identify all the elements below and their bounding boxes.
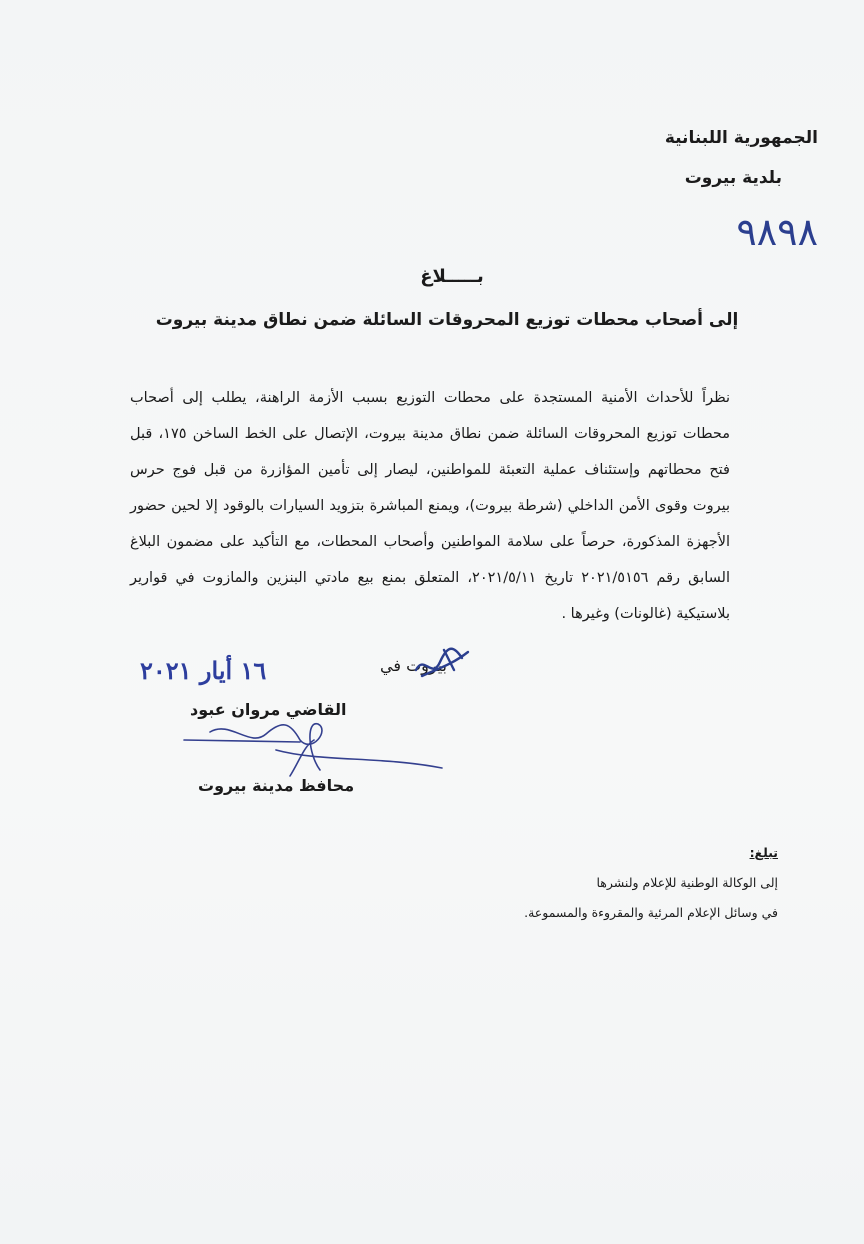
distribution-heading: تبلغ: <box>749 845 778 860</box>
republic-name: الجمهورية اللبنانية <box>664 128 818 148</box>
distribution-line: إلى الوكالة الوطنية للإعلام ولنشرها <box>596 875 778 890</box>
signer-title: محافظ مدينة بيروت <box>198 776 355 795</box>
distribution-list <box>458 842 778 932</box>
municipality-name: بلدية بيروت <box>684 168 782 188</box>
announcement-title: بـــــلاغ <box>420 266 484 287</box>
signer-name: القاضي مروان عبود <box>190 700 347 719</box>
letterhead <box>518 118 818 198</box>
announcement-body: نظراً للأحداث الأمنية المستجدة على محطات التوزيع بسبب الأزمة الراهنة، يطلب إلى أصحاب محطات توزيع المحروقات السائلة ضمن نطاق مدينة بيروت، الإتصال على الخط الساخن ١٧٥، قبل فتح محطاتهم وإستئناف عملية التعبئة للمواطنين، ليصار إلى تأمين المؤازرة من قبل فوج حرس بيروت وقوى الأمن الداخلي (شرطة بيروت)، ويمنع المباشرة بتزويد السيارات بالوقود إلا لحين حضور الأجهزة المذكورة، حرصاً على سلامة المواطنين وأصحاب المحطات، مع التأكيد على مضمون البلاغ السابق رقم ٢٠٢١/٥١٥٦ تاريخ ٢٠٢١/٥/١١، المتعلق بمنع بيع مادتي البنزين والمازوت في قوارير بلاستيكية (غالونات) وغيرها . <box>130 390 731 622</box>
distribution-line: في وسائل الإعلام المرئية والمقروءة والمسموعة. <box>524 905 778 920</box>
place-label: بيروت في <box>380 656 447 675</box>
initials-signature-icon <box>410 640 474 690</box>
announcement-subtitle: إلى أصحاب محطات توزيع المحروقات السائلة ضمن نطاق مدينة بيروت <box>155 310 739 330</box>
handwritten-reference-number: ٩٨٩٨ <box>736 210 818 254</box>
date-stamp: ١٦ أيار ٢٠٢١ <box>140 656 267 685</box>
